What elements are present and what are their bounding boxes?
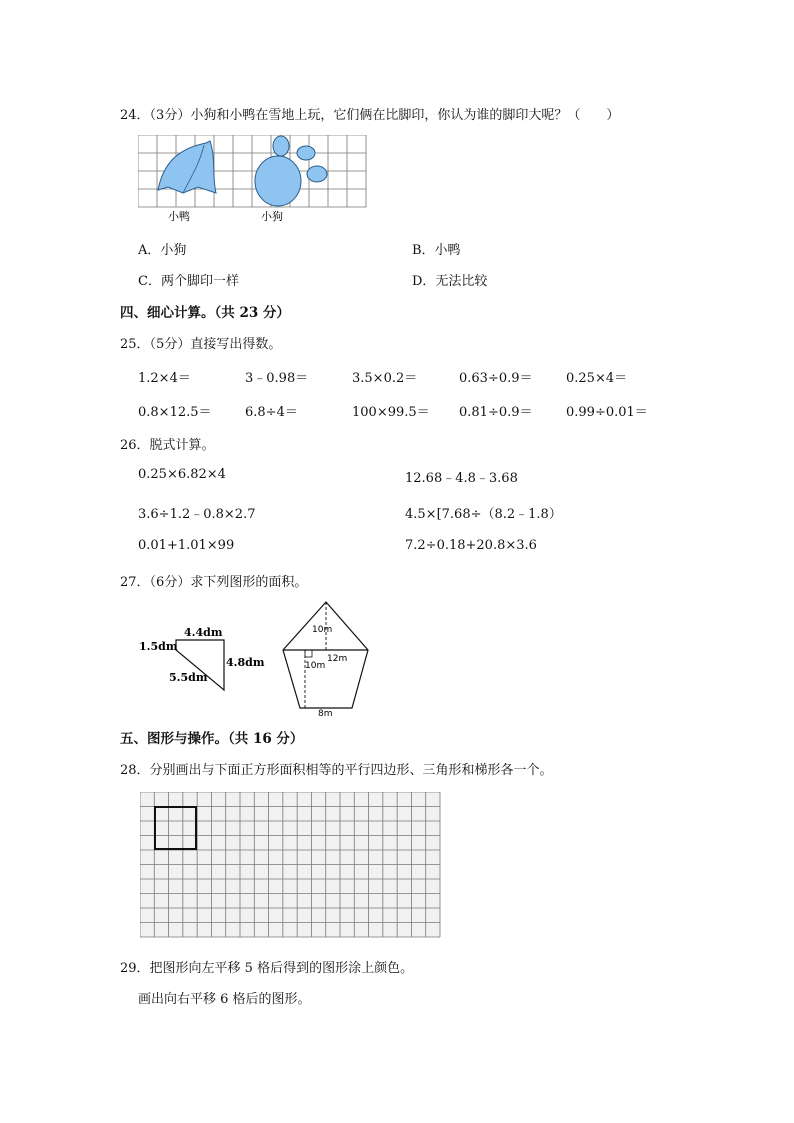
q26-item: 7.2÷0.18+20.8×3.6 — [405, 538, 537, 553]
q25-item: 0.8×12.5＝ — [138, 405, 212, 420]
q26-item: 0.01+1.01×99 — [138, 538, 235, 553]
option-b: B．小鸭 — [412, 243, 461, 258]
q25-item: 3﹣0.98＝ — [245, 371, 309, 386]
section4-title: 四、细心计算。（共 23 分） — [120, 305, 290, 321]
pent-height-bottom-label: 10m — [305, 661, 326, 671]
option-d: D．无法比较 — [412, 274, 488, 289]
q26-item: 3.6÷1.2﹣0.8×2.7 — [138, 507, 256, 522]
q28-text: 28．分别画出与下面正方形面积相等的平行四边形、三角形和梯形各一个。 — [120, 763, 553, 778]
dog-footprint-main — [255, 156, 301, 206]
q27-text: 27．（6分）求下列图形的面积。 — [120, 575, 308, 590]
q25-item: 0.99÷0.01＝ — [566, 405, 648, 420]
q24-text: 24．（3分）小狗和小鸭在雪地上玩，它们俩在比脚印，你认为谁的脚印大呢？（ ） — [120, 108, 620, 123]
dog-footprint-toe — [273, 136, 289, 156]
q24-footprint-grid — [138, 135, 370, 225]
q25-item: 0.63÷0.9＝ — [459, 371, 533, 386]
option-a: A．小狗 — [138, 243, 187, 258]
q25-item: 1.2×4＝ — [138, 371, 191, 386]
q25-item: 6.8÷4＝ — [245, 405, 298, 420]
pentagon-figure — [278, 598, 378, 718]
q26-item: 4.5×[7.68÷（8.2﹣1.8） — [405, 507, 562, 522]
pent-height-top-label: 10m — [312, 625, 333, 635]
q25-text: 25．（5分）直接写出得数。 — [120, 337, 282, 352]
pent-base-label: 8m — [318, 709, 333, 718]
dog-footprint-toe — [297, 146, 315, 160]
q28-square-grid — [140, 792, 442, 938]
option-c: C．两个脚印一样 — [138, 274, 239, 289]
dog-label: 小狗 — [261, 210, 283, 223]
right-trapezoid-figure — [136, 620, 266, 695]
dog-footprint-toe — [307, 166, 327, 182]
q26-text: 26．脱式计算。 — [120, 438, 215, 453]
trap-slant-label: 5.5dm — [169, 671, 208, 684]
trap-right-label: 4.8dm — [226, 656, 265, 669]
q25-item: 0.25×4＝ — [566, 371, 628, 386]
section5-title: 五、图形与操作。（共 16 分） — [120, 731, 304, 747]
duck-label: 小鸭 — [168, 210, 190, 223]
trap-top-label: 4.4dm — [184, 626, 223, 639]
pent-width-label: 12m — [327, 654, 348, 664]
pentagon-shape — [283, 602, 368, 708]
q25-item: 0.81÷0.9＝ — [459, 405, 533, 420]
q26-item: 0.25×6.82×4 — [138, 467, 226, 482]
q26-item: 12.68﹣4.8﹣3.68 — [405, 471, 518, 486]
trap-left-label: 1.5dm — [139, 640, 178, 653]
q29-subtext: 画出向右平移 6 格后的图形。 — [138, 992, 311, 1007]
q25-item: 100×99.5＝ — [352, 405, 430, 420]
q25-item: 3.5×0.2＝ — [352, 371, 418, 386]
q29-text: 29．把图形向左平移 5 格后得到的图形涂上颜色。 — [120, 961, 414, 976]
